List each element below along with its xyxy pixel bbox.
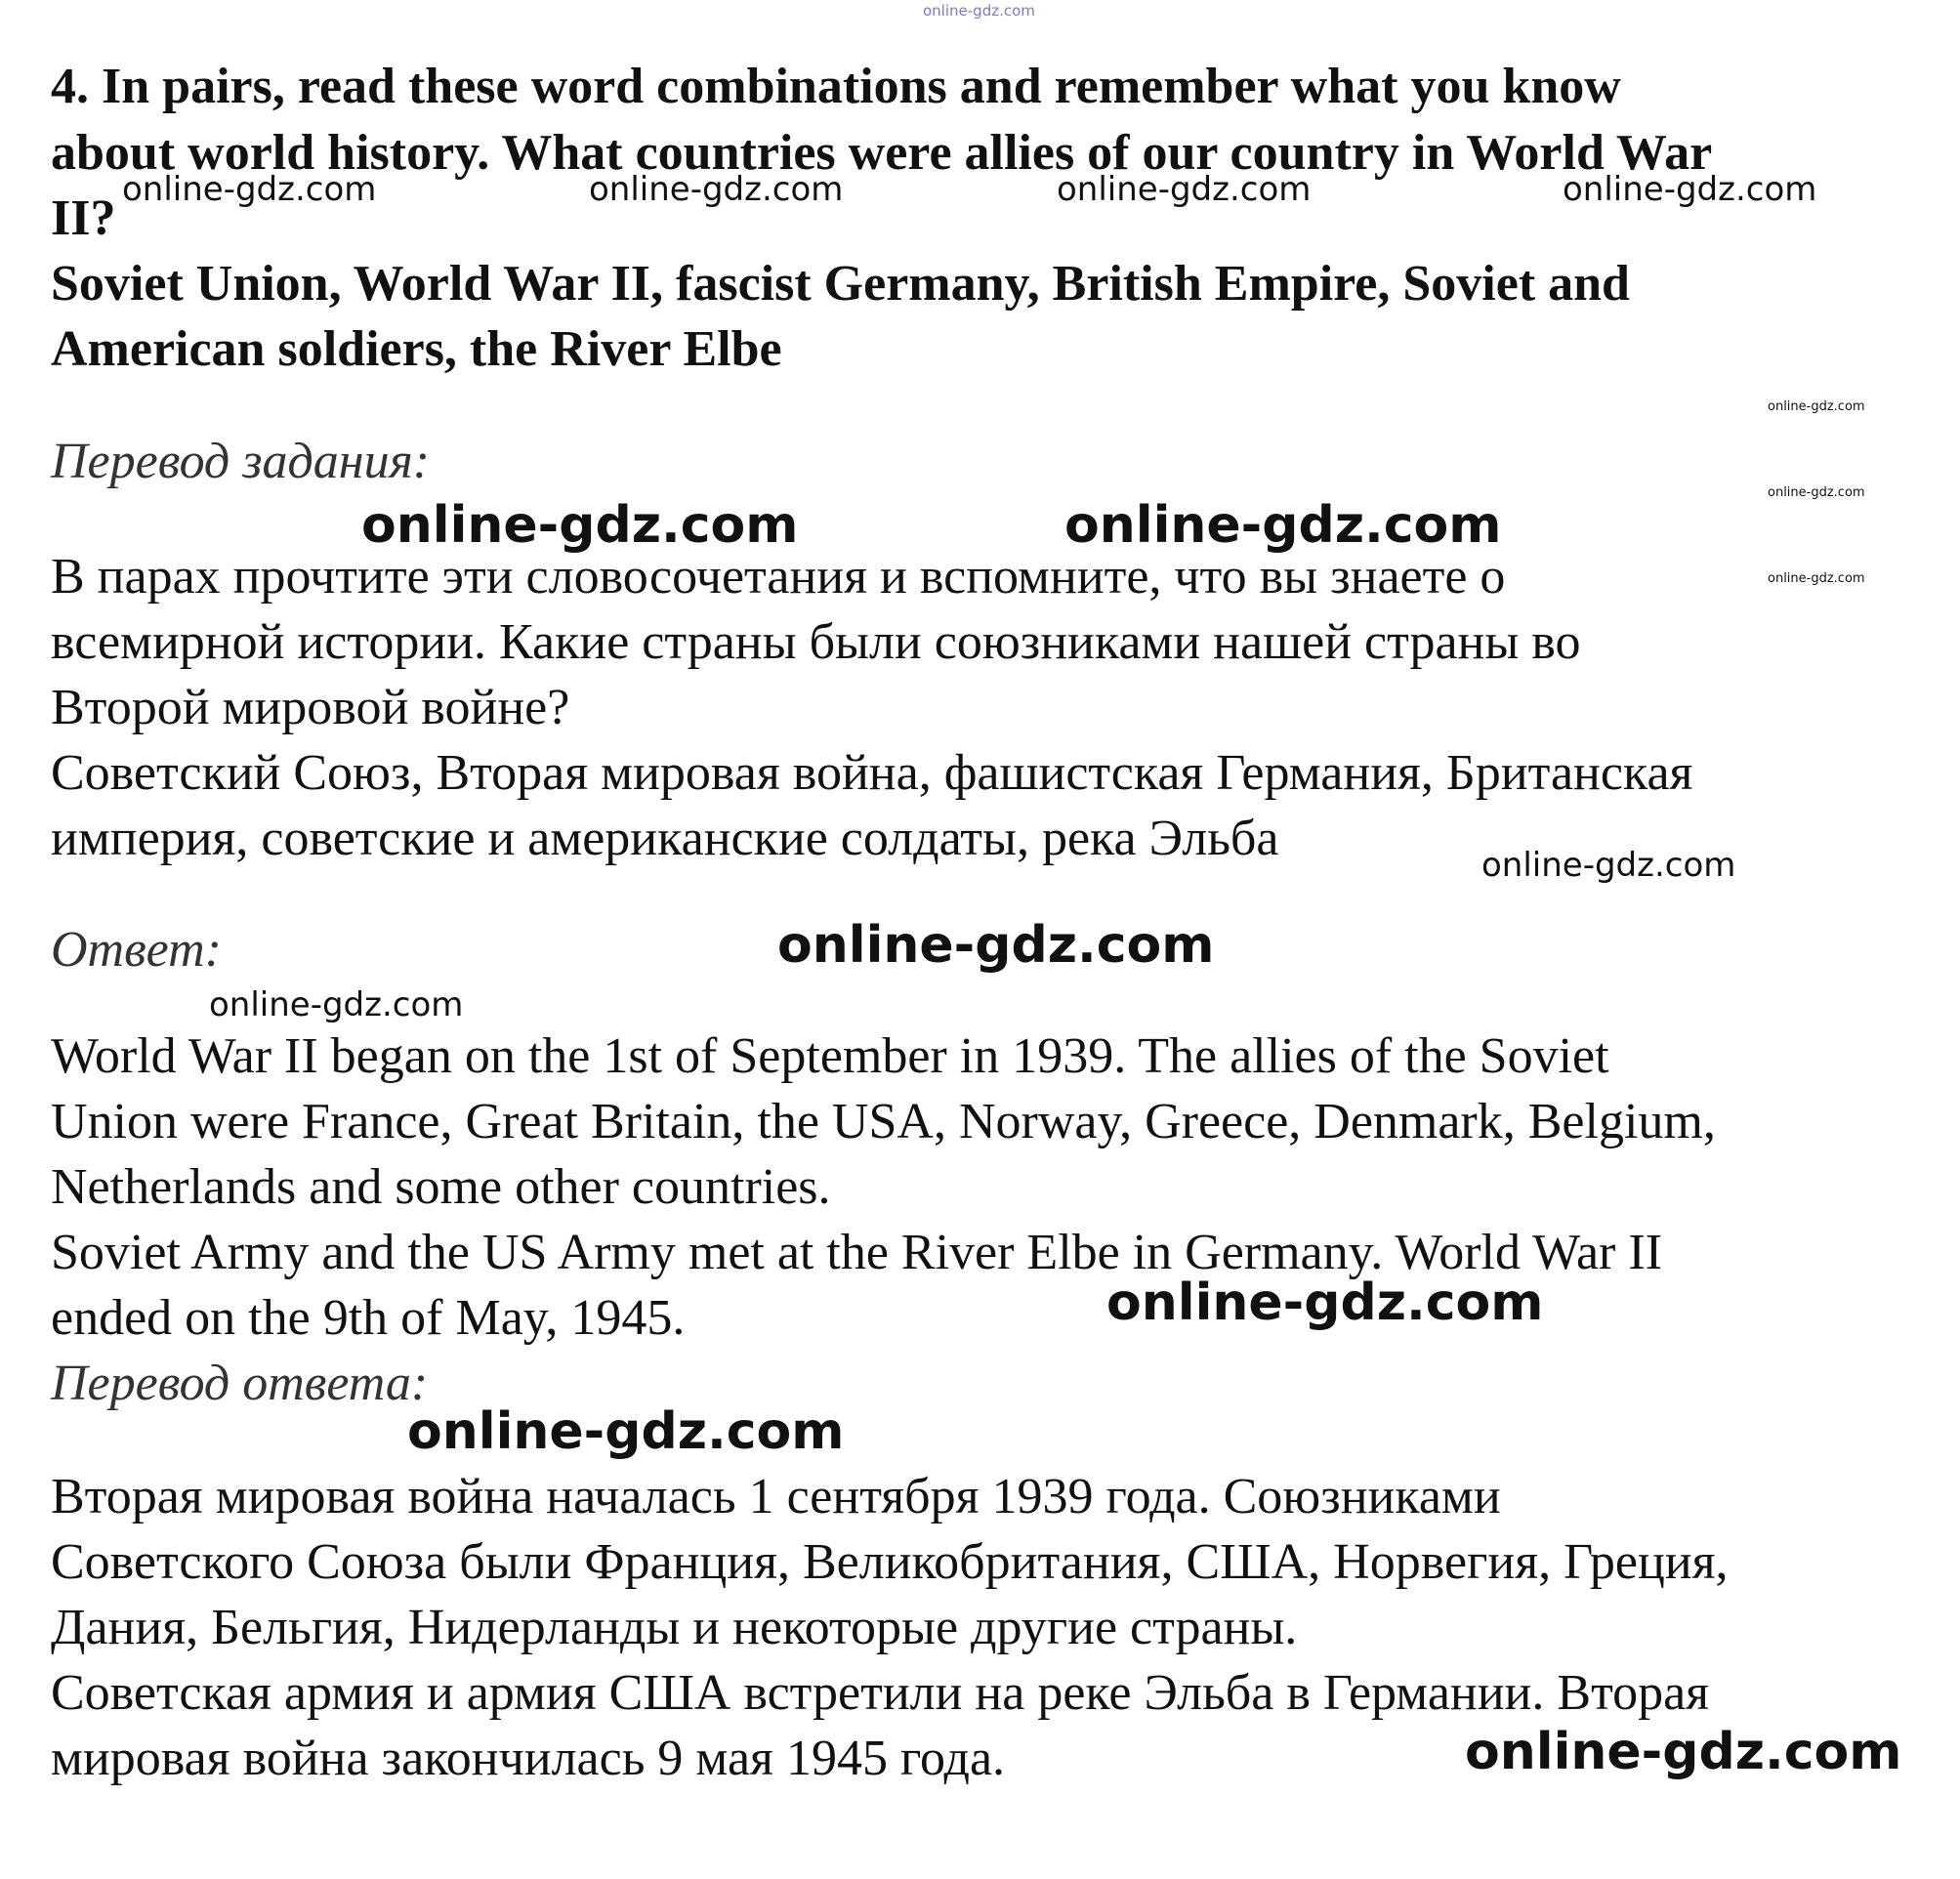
- watermark-tiny-1: online-gdz.com: [1768, 399, 1865, 414]
- watermark-big-3: online-gdz.com: [777, 916, 1215, 975]
- watermark-big-6: online-gdz.com: [1465, 1723, 1902, 1781]
- answer-translation-label: Перевод ответа:: [51, 1356, 429, 1411]
- task-translation-line-3: Второй мировой войне?: [51, 680, 570, 735]
- watermark-big-1: online-gdz.com: [361, 496, 799, 555]
- task-translation-label: Перевод задания:: [51, 434, 431, 489]
- watermark-row-3: online-gdz.com: [1057, 170, 1312, 209]
- watermark-tiny-3: online-gdz.com: [1768, 571, 1865, 586]
- task-translation-line-4: Советский Союз, Вторая мировая война, фашистская Германия, Британская: [51, 745, 1693, 801]
- answer-translation-line-2: Советского Союза были Франция, Великобритания, США, Норвегия, Греция,: [51, 1534, 1729, 1590]
- watermark-tiny-2: online-gdz.com: [1768, 485, 1865, 500]
- answer-line-5: ended on the 9th of May, 1945.: [51, 1290, 686, 1346]
- answer-translation-line-3: Дания, Бельгия, Нидерланды и некоторые другие страны.: [51, 1600, 1298, 1655]
- task-heading-line-3: II?: [51, 190, 116, 246]
- task-translation-line-5: империя, советские и американские солдаты, река Эльба: [51, 811, 1279, 866]
- answer-line-4: Soviet Army and the US Army met at the River Elbe in Germany. World War II: [51, 1225, 1663, 1280]
- watermark-top: online-gdz.com: [923, 2, 1035, 20]
- watermark-big-5: online-gdz.com: [407, 1402, 845, 1461]
- watermark-row-4: online-gdz.com: [1563, 170, 1817, 209]
- answer-line-2: Union were France, Great Britain, the USA, Norway, Greece, Denmark, Belgium,: [51, 1094, 1716, 1149]
- answer-translation-line-5: мировая война закончилась 9 мая 1945 года.: [51, 1731, 1006, 1786]
- watermark-row-1: online-gdz.com: [122, 170, 377, 209]
- answer-line-1: World War II began on the 1st of September in 1939. The allies of the Soviet: [51, 1028, 1609, 1084]
- answer-translation-line-1: Вторая мировая война началась 1 сентября 1939 года. Союзниками: [51, 1469, 1501, 1524]
- watermark-mid-right: online-gdz.com: [1481, 846, 1736, 885]
- watermark-big-2: online-gdz.com: [1064, 496, 1502, 555]
- answer-label: Ответ:: [51, 922, 222, 978]
- task-heading-line-2: about world history. What countries were allies of our country in World War: [51, 125, 1713, 181]
- answer-line-3: Netherlands and some other countries.: [51, 1159, 831, 1215]
- task-words-line-2: American soldiers, the River Elbe: [51, 321, 782, 377]
- task-translation-line-1: В парах прочтите эти словосочетания и вспомните, что вы знаете о: [51, 549, 1506, 605]
- watermark-big-4: online-gdz.com: [1106, 1274, 1544, 1332]
- watermark-row-2: online-gdz.com: [589, 170, 844, 209]
- task-words-line-1: Soviet Union, World War II, fascist Germany, British Empire, Soviet and: [51, 256, 1630, 312]
- task-heading-line-1: 4. In pairs, read these word combinations and remember what you know: [51, 59, 1621, 114]
- watermark-mid-left: online-gdz.com: [209, 985, 464, 1024]
- answer-translation-line-4: Советская армия и армия США встретили на реке Эльба в Германии. Вторая: [51, 1665, 1710, 1721]
- task-translation-line-2: всемирной истории. Какие страны были союзниками нашей страны во: [51, 614, 1581, 670]
